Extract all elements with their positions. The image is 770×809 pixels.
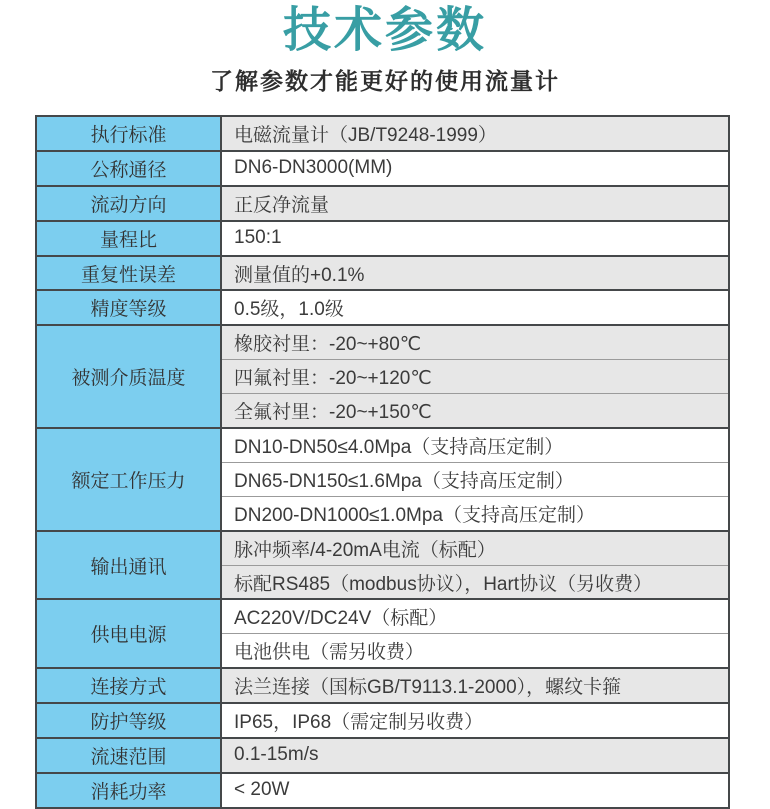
page-subtitle: 了解参数才能更好的使用流量计 xyxy=(210,68,560,94)
spec-label: 输出通讯 xyxy=(36,531,221,600)
table-row xyxy=(36,531,729,565)
spec-label: 防护等级 xyxy=(36,703,221,738)
spec-label: 执行标准 xyxy=(36,116,221,151)
spec-value: DN10-DN50≤4.0Mpa（支持高压定制） xyxy=(221,428,729,462)
spec-label: 重复性误差 xyxy=(36,256,221,291)
table-row xyxy=(36,290,729,325)
table-row xyxy=(36,599,729,633)
spec-value: 橡胶衬里：-20~+80℃ xyxy=(221,325,729,359)
table-row xyxy=(36,221,729,256)
spec-label: 额定工作压力 xyxy=(36,428,221,531)
table-row xyxy=(36,738,729,773)
spec-label: 流动方向 xyxy=(36,186,221,221)
page-title: 技术参数 xyxy=(282,4,487,57)
spec-value: 法兰连接（国标GB/T9113.1-2000），螺纹卡箍 xyxy=(221,668,729,703)
table-row xyxy=(36,428,729,462)
spec-value: IP65，IP68（需定制另收费） xyxy=(221,703,729,738)
spec-value: 测量值的+0.1% xyxy=(221,256,729,291)
table-row xyxy=(36,256,729,291)
spec-value: 电磁流量计（JB/T9248-1999） xyxy=(221,116,729,151)
table-row xyxy=(36,668,729,703)
spec-value: 全氟衬里：-20~+150℃ xyxy=(221,394,729,428)
spec-label: 公称通径 xyxy=(36,151,221,186)
table-row xyxy=(36,116,729,151)
spec-label: 消耗功率 xyxy=(36,773,221,808)
spec-value: 标配RS485（modbus协议），Hart协议（另收费） xyxy=(221,565,729,599)
spec-value: 电池供电（需另收费） xyxy=(221,634,729,668)
header xyxy=(0,0,770,94)
table-row xyxy=(36,186,729,221)
spec-label: 连接方式 xyxy=(36,668,221,703)
table-row xyxy=(36,773,729,808)
spec-label: 精度等级 xyxy=(36,290,221,325)
spec-table xyxy=(35,115,730,809)
spec-value: 四氟衬里：-20~+120℃ xyxy=(221,360,729,394)
spec-label: 量程比 xyxy=(36,221,221,256)
spec-value: 0.5级，1.0级 xyxy=(221,290,729,325)
spec-label: 流速范围 xyxy=(36,738,221,773)
spec-value: 脉冲频率/4-20mA电流（标配） xyxy=(221,531,729,565)
spec-value: 正反净流量 xyxy=(221,186,729,221)
spec-value: 150:1 xyxy=(221,221,729,256)
spec-value: DN200-DN1000≤1.0Mpa（支持高压定制） xyxy=(221,496,729,530)
spec-value: DN65-DN150≤1.6Mpa（支持高压定制） xyxy=(221,462,729,496)
spec-value: 0.1-15m/s xyxy=(221,738,729,773)
table-row xyxy=(36,703,729,738)
spec-table-body xyxy=(36,116,729,808)
spec-label: 被测介质温度 xyxy=(36,325,221,428)
spec-value: DN6-DN3000(MM) xyxy=(221,151,729,186)
table-row xyxy=(36,151,729,186)
table-row xyxy=(36,325,729,359)
spec-value: < 20W xyxy=(221,773,729,808)
spec-label: 供电电源 xyxy=(36,599,221,668)
spec-value: AC220V/DC24V（标配） xyxy=(221,599,729,633)
